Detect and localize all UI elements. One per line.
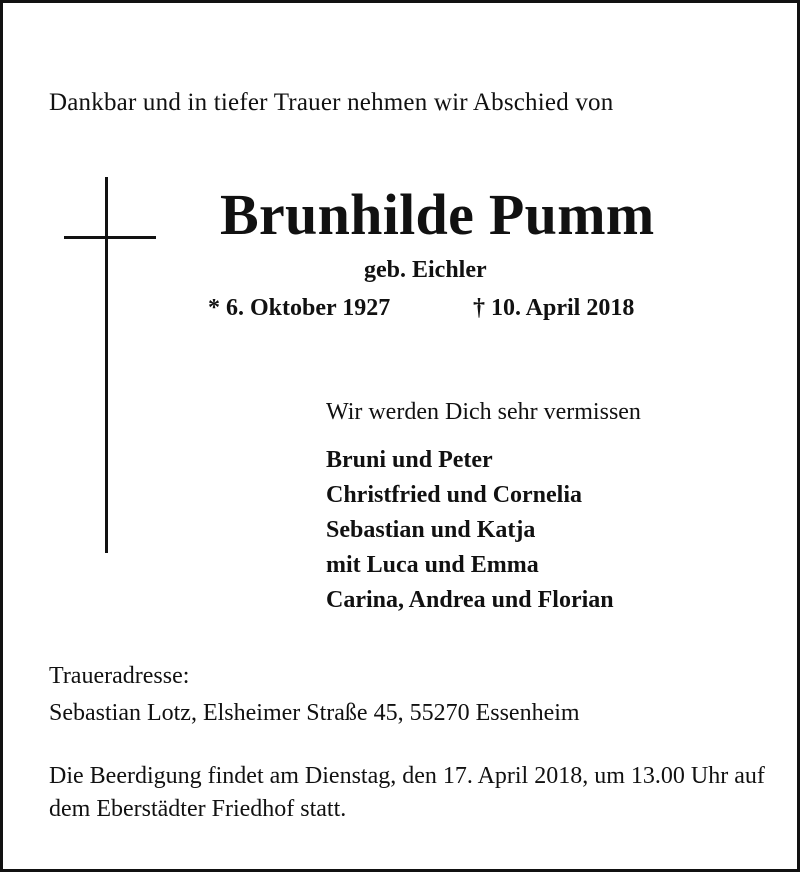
cross-horizontal-bar [64, 236, 156, 239]
intro-text: Dankbar und in tiefer Trauer nehmen wir Abschied von [49, 89, 614, 116]
cross-vertical-bar [105, 177, 108, 553]
address-label: Traueradresse: [49, 663, 190, 689]
birth-date: * 6. Oktober 1927 [208, 295, 391, 321]
family-member: mit Luca und Emma [326, 552, 539, 578]
deceased-name: Brunhilde Pumm [220, 182, 655, 247]
family-member: Sebastian und Katja [326, 517, 536, 543]
miss-line: Wir werden Dich sehr vermissen [326, 399, 641, 425]
death-date: † 10. April 2018 [473, 295, 635, 321]
address-value: Sebastian Lotz, Elsheimer Straße 45, 55270 Essenheim [49, 700, 580, 726]
family-list [326, 443, 614, 618]
family-member: Christfried und Cornelia [326, 482, 583, 508]
family-member: Carina, Andrea und Florian [326, 587, 614, 613]
maiden-name: geb. Eichler [364, 257, 487, 283]
family-member: Bruni und Peter [326, 447, 493, 473]
funeral-info: Die Beerdigung findet am Dienstag, den 17. April 2018, um 13.00 Uhr auf dem Eberstädter Friedhof statt. [49, 763, 765, 822]
